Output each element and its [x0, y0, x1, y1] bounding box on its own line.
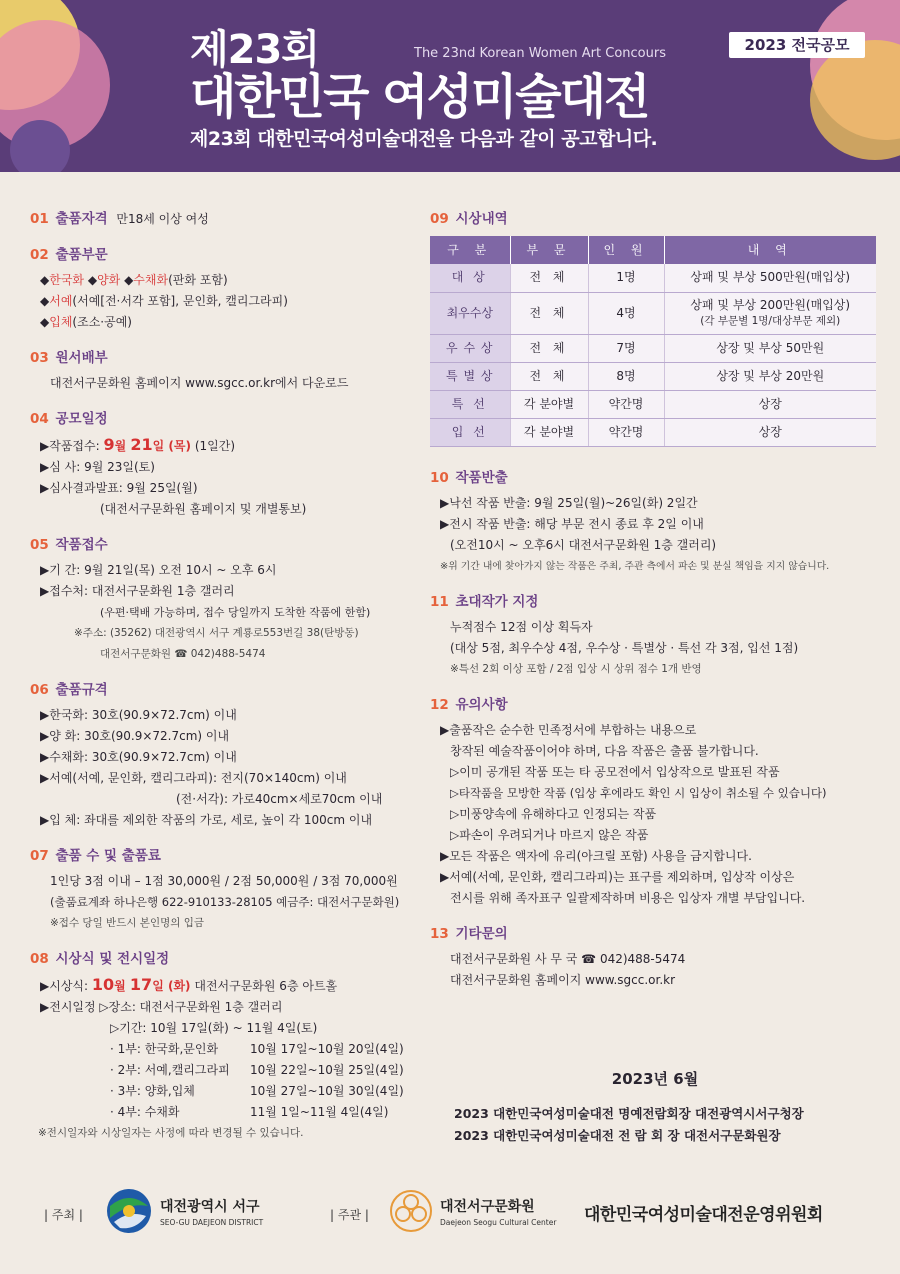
- exhibit-line: ▷기간: 10월 17일(화) ~ 11월 4일(토): [110, 1021, 318, 1035]
- section-heading: [30, 244, 420, 266]
- date-duration: (1일간): [191, 439, 235, 453]
- section-number: 05: [30, 537, 49, 553]
- return-line: ▶낙선 작품 반출: 9월 25일(월)~26일(화) 2일간: [440, 495, 698, 510]
- section-number: 11: [430, 593, 449, 610]
- award-prize: [664, 292, 876, 334]
- notice-line: ▶서예(서예, 문인화, 캘리그라피)는 표구를 제외하며, 입상작 이상은: [440, 869, 795, 884]
- award-dept: 각 분야별: [510, 418, 588, 446]
- category-sculpture: 입체: [49, 315, 73, 329]
- award-category: 우 수 상: [430, 334, 510, 362]
- award-dept: 전 체: [510, 292, 588, 334]
- section-title: 원서배부: [55, 350, 108, 366]
- section-title: 기타문의: [455, 925, 508, 942]
- table-row: [430, 264, 876, 292]
- english-title: The 23nd Korean Women Art Concours: [414, 46, 666, 61]
- contact-website: 대전서구문화원 홈페이지 www.sgcc.or.kr: [450, 972, 676, 987]
- awards-table: [430, 236, 876, 447]
- section-title: 출품규격: [55, 682, 108, 698]
- section-title: 출품 수 및 출품료: [55, 848, 161, 864]
- contest-badge: 2023 전국공모: [729, 32, 865, 58]
- notice-line: ▷미풍양속에 유해하다고 인정되는 작품: [450, 806, 657, 821]
- section-notices: [430, 694, 880, 909]
- section-heading: [30, 208, 420, 230]
- table-row: [430, 334, 876, 362]
- column-header: 부 문: [510, 236, 588, 264]
- award-prize: 상장: [664, 418, 876, 446]
- category-western-painting: 양화: [97, 273, 121, 287]
- section-title: 시상내역: [455, 211, 508, 227]
- exhibit-line: ▶전시일정 ▷장소: 대전서구문화원 1층 갤러리: [40, 1000, 283, 1014]
- award-count: 1명: [588, 264, 664, 292]
- ceremony-venue: 대전서구문화원 6층 아트홀: [190, 979, 338, 993]
- notice-line: ▶출품작은 순수한 민족정서에 부합하는 내용으로: [440, 722, 697, 737]
- date-weekday: 일 (화): [152, 979, 191, 993]
- section-title: 공모일정: [55, 411, 108, 427]
- section-title: 시상식 및 전시일정: [55, 951, 170, 967]
- notice-line: ▶모든 작품은 액자에 유리(아크릴 포함) 사용을 금지합니다.: [440, 848, 752, 863]
- section-number: 12: [430, 696, 449, 713]
- spec-line: ▶양 화: 30호(90.9×72.7cm) 이내: [40, 729, 230, 743]
- submission-line: ▶접수처: 대전서구문화원 1층 갤러리: [40, 584, 235, 598]
- section-number: 09: [430, 211, 449, 227]
- category-calligraphy: 서예: [49, 294, 73, 308]
- spec-line: (전·서각): 가로40cm×세로70cm 이내: [176, 792, 383, 806]
- category-korean-painting: 한국화: [49, 273, 85, 287]
- date-weekday: 일 (목): [152, 439, 191, 453]
- date-month: 10: [91, 975, 115, 994]
- category-note: (조소·공예): [72, 315, 132, 329]
- notice-line: 전시를 위해 족자표구 일괄제작하며 비용은 입상자 개별 부담입니다.: [450, 890, 806, 905]
- award-prize: 상패 및 부상 500만원(매입상): [664, 264, 876, 292]
- section-fees: [30, 845, 420, 934]
- part-label: · 1부: 한국화,문인화: [110, 1042, 219, 1056]
- host-label: | 주최 |: [44, 1208, 83, 1222]
- part-label: · 4부: 수채화: [110, 1105, 180, 1119]
- page-title: 대한민국 여성미술대전: [190, 69, 649, 125]
- table-header-row: [430, 236, 876, 264]
- decor-circle: [10, 120, 70, 172]
- section-heading: [30, 408, 420, 430]
- fee-note: ※접수 당일 반드시 본인명의 입금: [50, 917, 205, 929]
- section-application: [30, 347, 420, 394]
- award-category: 최우수상: [430, 292, 510, 334]
- date-day: 21: [130, 435, 153, 454]
- award-count: 4명: [588, 292, 664, 334]
- notice-line: 창작된 예술작품이어야 하며, 다음 작품은 출품 불가합니다.: [450, 743, 759, 758]
- part-dates: 10월 27일~10월 30일(4일): [250, 1084, 404, 1098]
- column-header: 내 역: [664, 236, 876, 264]
- section-number: 02: [30, 247, 49, 263]
- organizer-line: 2023 대한민국여성미술대전 명예전람회장 대전광역시서구청장: [454, 1106, 804, 1121]
- section-return: [430, 467, 880, 577]
- eligibility-text: 만18세 이상 여성: [116, 212, 209, 226]
- exhibit-part: [30, 1102, 420, 1123]
- date-month: 9: [103, 435, 115, 454]
- section-number: 01: [30, 211, 49, 227]
- section-invited-artist: [430, 591, 880, 680]
- diamond-icon: ◆: [40, 273, 50, 287]
- exhibit-part: [30, 1060, 420, 1081]
- column-header: 인 원: [588, 236, 664, 264]
- category-line: [30, 270, 420, 291]
- section-title: 작품반출: [455, 469, 508, 486]
- cultural-center-logo-icon: [388, 1188, 434, 1234]
- section-heading: [30, 534, 420, 556]
- host-subname: SEO-GU DAEJEON DISTRICT: [160, 1218, 264, 1227]
- diamond-icon: ◆: [84, 273, 98, 287]
- award-dept: 전 체: [510, 362, 588, 390]
- date-unit: 월: [114, 979, 130, 993]
- date-unit: 월: [114, 439, 131, 453]
- part-dates: 11월 1일~11월 4일(4일): [250, 1105, 389, 1119]
- section-title: 출품부문: [55, 247, 108, 263]
- return-line: ▶전시 작품 반출: 해당 부문 전시 종료 후 2일 이내: [440, 516, 704, 531]
- section-submission: [30, 534, 420, 665]
- table-row: [430, 390, 876, 418]
- section-number: 06: [30, 682, 49, 698]
- address-note: ※주소: (35262) 대전광역시 서구 계룡로553번길 38(탄방동): [74, 627, 359, 639]
- award-prize: 상장 및 부상 50만원: [664, 334, 876, 362]
- table-row: [430, 362, 876, 390]
- section-title: 출품자격: [55, 211, 108, 227]
- section-heading: [430, 208, 880, 230]
- section-heading: [430, 923, 880, 945]
- diamond-icon: ◆: [40, 315, 50, 329]
- part-label: · 2부: 서예,캘리그라피: [110, 1063, 230, 1077]
- organizer-subname: Daejeon Seogu Cultural Center: [440, 1218, 557, 1227]
- section-categories: [30, 244, 420, 333]
- fee-line: 1인당 3점 이내 – 1점 30,000원 / 2점 50,000원 / 3점 70,000원: [50, 874, 398, 888]
- ceremony-line: [30, 974, 420, 997]
- schedule-line: ▶심 사: 9월 23일(토): [40, 460, 155, 474]
- award-count: 약간명: [588, 390, 664, 418]
- section-title: 초대작가 지정: [455, 593, 539, 610]
- application-text: 대전서구문화원 홈페이지 www.sgcc.or.kr에서 다운로드: [50, 376, 349, 390]
- footer: [0, 1180, 900, 1240]
- section-awards: [430, 208, 880, 447]
- return-note: ※위 기간 내에 찾아가지 않는 작품은 주최, 주관 측에서 파손 및 분실 책임을 지지 않습니다.: [440, 560, 830, 572]
- page-subtitle: 제23회 대한민국여성미술대전을 다음과 같이 공고합니다.: [190, 128, 658, 150]
- award-prize: 상장 및 부상 20만원: [664, 362, 876, 390]
- part-dates: 10월 17일~10월 20일(4일): [250, 1042, 404, 1056]
- award-category: 특 별 상: [430, 362, 510, 390]
- award-count: 8명: [588, 362, 664, 390]
- contact-phone: 대전서구문화원 사 무 국 ☎ 042)488-5474: [450, 951, 686, 966]
- organizer-name: 대전서구문화원: [440, 1199, 535, 1215]
- host-name: 대전광역시 서구: [160, 1199, 260, 1215]
- category-line: [30, 291, 420, 312]
- schedule-line: ▶심사결과발표: 9월 25일(월): [40, 481, 198, 495]
- section-heading: [30, 347, 420, 369]
- award-category: 특 선: [430, 390, 510, 418]
- award-category: 대 상: [430, 264, 510, 292]
- right-column: [430, 208, 880, 1005]
- award-count: 7명: [588, 334, 664, 362]
- award-dept: 전 체: [510, 264, 588, 292]
- exhibit-part: [30, 1081, 420, 1102]
- section-heading: [30, 845, 420, 867]
- table-row: [430, 292, 876, 334]
- announcement-date: 2023년 6월: [611, 1070, 699, 1088]
- section-heading: [30, 679, 420, 701]
- fee-line: (출품료계좌 하나은행 622-910133-28105 예금주: 대전서구문화원): [50, 895, 400, 909]
- section-number: 08: [30, 951, 49, 967]
- left-column: [30, 208, 420, 1158]
- section-schedule: [30, 408, 420, 520]
- section-heading: [430, 694, 880, 716]
- line-label: ▶작품접수:: [40, 439, 104, 453]
- section-heading: [30, 948, 420, 970]
- submission-line: (우편·택배 가능하며, 접수 당일까지 도착한 작품에 한함): [100, 606, 371, 619]
- organizer-line: 2023 대한민국여성미술대전 전 람 회 장 대전서구문화원장: [454, 1128, 781, 1143]
- invited-line: 누적점수 12점 이상 획득자: [450, 619, 593, 634]
- spec-line: ▶한국화: 30호(90.9×72.7cm) 이내: [40, 708, 237, 722]
- section-specs: [30, 679, 420, 831]
- exhibit-note: ※전시일자와 시상일자는 사정에 따라 변경될 수 있습니다.: [38, 1127, 304, 1139]
- award-dept: 각 분야별: [510, 390, 588, 418]
- award-prize: 상장: [664, 390, 876, 418]
- diamond-icon: ◆: [120, 273, 134, 287]
- schedule-line: [30, 434, 420, 457]
- invited-note: ※특선 2회 이상 포함 / 2점 입상 시 상위 점수 1개 반영: [450, 662, 702, 675]
- notice-line: ▷파손이 우려되거나 마르지 않은 작품: [450, 827, 649, 842]
- section-title: 유의사항: [455, 696, 508, 713]
- notice-line: ▷타작품을 모방한 작품 (입상 후에라도 확인 시 입상이 취소될 수 있습니다): [450, 785, 827, 800]
- organizer-label: | 주관 |: [330, 1208, 369, 1222]
- section-number: 13: [430, 925, 449, 942]
- section-heading: [430, 591, 880, 613]
- spec-line: ▶수채화: 30호(90.9×72.7cm) 이내: [40, 750, 237, 764]
- spec-line: ▶입 체: 좌대를 제외한 작품의 가로, 세로, 높이 각 100cm 이내: [40, 813, 373, 827]
- section-contact: [430, 923, 880, 991]
- closing-block: [430, 1068, 880, 1147]
- edition-number: 제23회: [190, 27, 319, 73]
- column-header: 구 분: [430, 236, 510, 264]
- invited-line: (대상 5점, 최우수상 4점, 우수상 · 특별상 · 특선 각 3점, 입선 1점): [450, 640, 799, 655]
- line-label: ▶시상식:: [40, 979, 92, 993]
- seogu-logo-icon: [106, 1188, 152, 1234]
- part-dates: 10월 22일~10월 25일(4일): [250, 1063, 404, 1077]
- award-dept: 전 체: [510, 334, 588, 362]
- submission-line: ▶기 간: 9월 21일(목) 오전 10시 ~ 오후 6시: [40, 563, 277, 577]
- award-prize-note: (각 부문별 1명/대상부문 제외): [700, 315, 841, 327]
- address-note: 대전서구문화원 ☎ 042)488-5474: [100, 648, 266, 660]
- award-prize-main: 상패 및 부상 200만원(매입상): [690, 298, 851, 312]
- section-number: 04: [30, 411, 49, 427]
- section-eligibility: [30, 208, 420, 230]
- category-watercolor: 수채화: [133, 273, 169, 287]
- spec-line: ▶서예(서예, 문인화, 캘리그라피): 전지(70×140cm) 이내: [40, 771, 347, 785]
- award-category: 입 선: [430, 418, 510, 446]
- award-count: 약간명: [588, 418, 664, 446]
- schedule-line: (대전서구문화원 홈페이지 및 개별통보): [100, 502, 307, 516]
- table-row: [430, 418, 876, 446]
- category-note: (판화 포함): [168, 273, 228, 287]
- part-label: · 3부: 양화,입체: [110, 1084, 195, 1098]
- notice-line: ▷이미 공개된 작품 또는 타 공모전에서 입상작으로 발표된 작품: [450, 764, 780, 779]
- section-heading: [430, 467, 880, 489]
- section-title: 작품접수: [55, 537, 108, 553]
- section-number: 10: [430, 469, 449, 486]
- header-banner: [0, 0, 900, 172]
- category-note: (서예[전·서각 포함], 문인화, 캘리그라피): [72, 294, 288, 308]
- committee-name: 대한민국여성미술대전운영위원회: [584, 1205, 823, 1225]
- diamond-icon: ◆: [40, 294, 50, 308]
- category-line: [30, 312, 420, 333]
- section-number: 03: [30, 350, 49, 366]
- section-ceremony: [30, 948, 420, 1144]
- date-day: 17: [129, 975, 153, 994]
- return-line: (오전10시 ~ 오후6시 대전서구문화원 1층 갤러리): [450, 537, 717, 552]
- exhibit-part: [30, 1039, 420, 1060]
- section-number: 07: [30, 848, 49, 864]
